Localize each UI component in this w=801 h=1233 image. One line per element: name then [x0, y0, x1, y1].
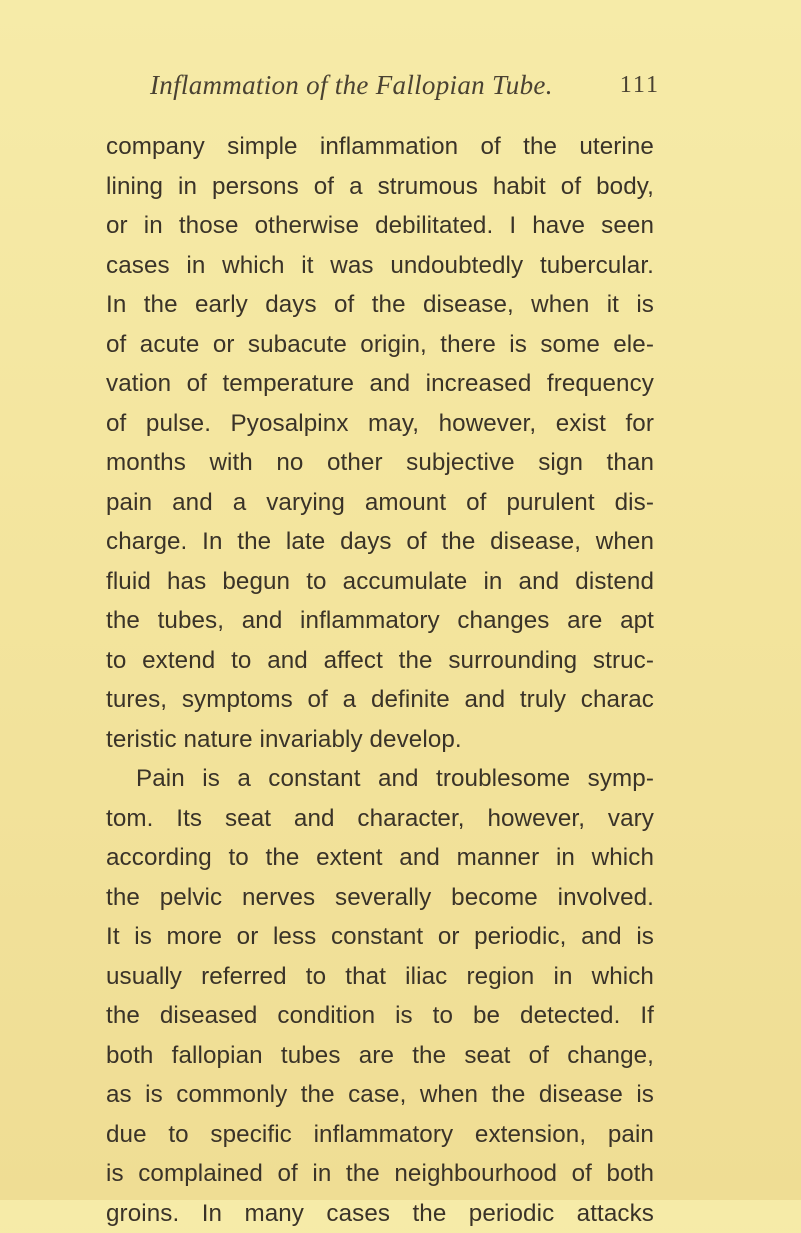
text-line: is complained of in the neighbourhood of both — [106, 1154, 654, 1194]
text-line: months with no other subjective sign than — [106, 443, 654, 483]
text-line: both fallopian tubes are the seat of change, — [106, 1036, 654, 1076]
text-line: vation of temperature and increased frequency — [106, 364, 654, 404]
text-line: In the early days of the disease, when it is — [106, 285, 654, 325]
text-line: tom. Its seat and character, however, vary — [106, 799, 654, 839]
text-line: due to specific inflammatory extension, pain — [106, 1115, 654, 1155]
text-line: fluid has begun to accumulate in and distend — [106, 562, 654, 602]
text-line: cases in which it was undoubtedly tubercular. — [106, 246, 654, 286]
text-line: of pulse. Pyosalpinx may, however, exist for — [106, 404, 654, 444]
text-line: groins. In many cases the periodic attacks — [106, 1194, 654, 1233]
text-line: as is commonly the case, when the disease is — [106, 1075, 654, 1115]
text-line: charge. In the late days of the disease, when — [106, 522, 654, 562]
text-line-paragraph-end: teristic nature invariably develop. — [106, 720, 654, 760]
text-line: company simple inflammation of the uterine — [106, 127, 654, 167]
text-line: It is more or less constant or periodic, and is — [106, 917, 654, 957]
text-line: or in those otherwise debilitated. I have seen — [106, 206, 654, 246]
text-line: pain and a varying amount of purulent dis- — [106, 483, 654, 523]
text-line: the tubes, and inflammatory changes are apt — [106, 601, 654, 641]
text-line: the pelvic nerves severally become involved. — [106, 878, 654, 918]
text-line: usually referred to that iliac region in which — [106, 957, 654, 997]
text-line: tures, symptoms of a definite and truly charac — [106, 680, 654, 720]
body-text — [106, 127, 654, 1233]
text-line-paragraph-start: Pain is a constant and troublesome symp- — [106, 759, 654, 799]
text-line: of acute or subacute origin, there is some ele- — [106, 325, 654, 365]
text-line: to extend to and affect the surrounding struc- — [106, 641, 654, 681]
running-header — [150, 70, 660, 110]
text-line: lining in persons of a strumous habit of body, — [106, 167, 654, 207]
running-title: Inflammation of the Fallopian Tube. — [150, 70, 553, 101]
text-line: the diseased condition is to be detected. If — [106, 996, 654, 1036]
text-line: according to the extent and manner in which — [106, 838, 654, 878]
page-number: 111 — [620, 72, 660, 99]
